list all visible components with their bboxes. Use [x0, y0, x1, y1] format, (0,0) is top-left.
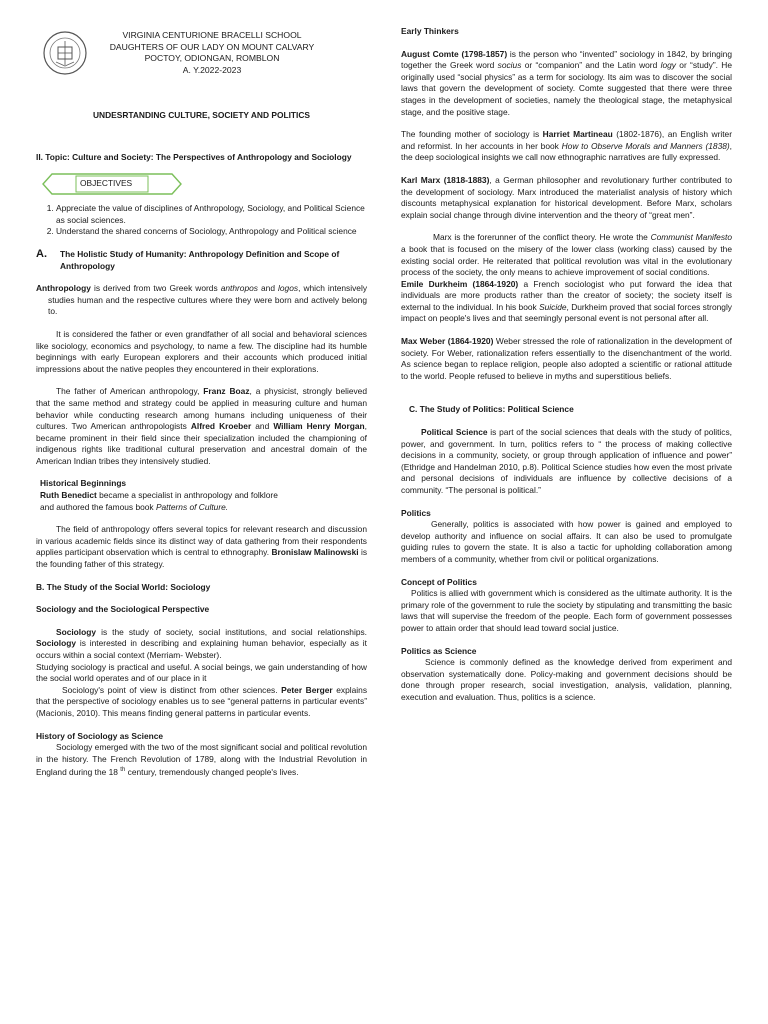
left-column	[36, 26, 367, 779]
sociology-paragraph-3: Sociology's point of view is distinct from other sciences. Peter Berger explains that the perspective of sociology enables us to see “general patterns in particular events” (Macionis, 2010). This means finding general patterns in particular events.	[36, 684, 368, 718]
comte-paragraph: August Comte (1798-1857) is the person who “invented” sociology in 1842, by bringing together the Greek word socius or “companion” and the Latin word logy or “study”. He originally used “social physics” as a term for sociology. Its aim was to discover the social laws that govern the development of society. Comte suggested that there were three stages in the development of societies, namely the theological stage, the metaphysical stage, and the positive stage.	[401, 48, 733, 117]
school-name: VIRGINIA CENTURIONE BRACELLI SCHOOL	[122, 30, 302, 40]
historical-beginnings-text: Ruth Benedict became a specialist in anthropology and folklore and authored the famous book Patterns of Culture.	[40, 490, 278, 512]
sociology-perspective-heading: Sociology and the Sociological Perspective	[36, 604, 210, 615]
historical-beginnings	[36, 478, 367, 513]
right-column	[401, 26, 732, 704]
school-header	[36, 26, 367, 84]
school-year: A. Y.2022-2023	[182, 64, 242, 75]
section-c-title: C. The Study of Politics: Political Science	[409, 404, 574, 415]
objectives-label: OBJECTIVES	[80, 178, 133, 189]
objectives-list	[36, 203, 367, 238]
section-b-title: B. The Study of the Social World: Sociology	[36, 581, 211, 592]
history-of-sociology-heading: History of Sociology as Science	[36, 730, 164, 741]
congregation-name: DAUGHTERS OF OUR LADY ON MOUNT CALVARY	[109, 41, 315, 52]
sociology-paragraph-2: Studying sociology is practical and useful. A social beings, we gain understanding of how the social world operates and of our place in it	[36, 661, 367, 684]
anthropology-definition: Anthropology is derived from two Greek words anthropos and logos, which intensively studies human and the respective cultures where they were born and actively belong to.	[36, 283, 368, 317]
early-thinkers-heading: Early Thinkers	[401, 26, 459, 36]
concept-of-politics-paragraph: Politics is allied with government which is considered as the ultimate authority. It is the primary role of the government to rule the society by stipulating and transmitting the basic laws that will supervise the freedom of the people. Each form of government possesses power to attain order that should lead toward social justice.	[401, 588, 732, 633]
politics-as-science-paragraph: Science is commonly defined as the knowledge derived from experiment and observation systematically done. Policy-making and government decisions should be done through proper research, social investigation, analysis, validation, planning, execution and evaluation. Thus, politics is a science.	[401, 657, 732, 702]
durkheim-paragraph: Emile Durkheim (1864-1920) a French sociologist who put forward the idea that individuals are more products rather than the creator of society; the society itself is external to the individual. In his book Suicide, Durkheim proved that social forces strongly impact on people's lives and that seemingly personal event is not personal after all.	[401, 278, 732, 324]
objectives-banner	[36, 173, 367, 203]
anthropology-paragraph-2: It is considered the father or even grandfather of all social and behavioral sciences like sociology, economics and psychology, to name a few. The discipline had its humble beginnings with early European explorers and their accounts which produced initial impressions about the native peoples they encountered in their explorations.	[36, 328, 367, 374]
objective-item: 2. Understand the shared concerns of Sociology, Anthropology and Political science	[56, 226, 367, 238]
section-a-letter: A.	[36, 247, 47, 260]
school-header-text	[82, 30, 342, 76]
section-a-title: The Holistic Study of Humanity: Anthropology Definition and Scope of Anthropology	[60, 248, 340, 271]
marx-conflict-paragraph: Marx is the forerunner of the conflict theory. He wrote the Communist Manifesto a book that is focused on the misery of the lower class (working class) caused by the existing social order. He reiterated that political revolution was vital in the evolutionary process of the society, the only means to achieve improvement of social conditions.	[401, 232, 732, 278]
concept-of-politics-heading: Concept of Politics	[401, 576, 477, 587]
politics-paragraph: Generally, politics is associated with how power is gained and employed to develop authority and influence on social affairs. It can also be used to promulgate guiding rules to govern the state. It is also a tactic for upholding collaboration among members of a community, whether from civil or political organizations.	[401, 519, 732, 564]
marx-paragraph: Karl Marx (1818-1883), a German philosopher and revolutionary further contributed to the development of sociology. Marx introduced the materialist analysis of history which discounts metaphysical explanation for historical development. Before Marx, scholars explain social change through divine intervention and the theory of “great men”.	[401, 174, 732, 220]
objective-item: 1. Appreciate the value of disciplines of Anthropology, Sociology, and Political Science as social sciences.	[56, 203, 367, 226]
document-title: UNDESRTANDING CULTURE, SOCIETY AND POLITICS	[93, 110, 310, 120]
anthropology-paragraph-4: The field of anthropology offers several topics for relevant research and discussion in various academic fields since its distinct way of data gathering from their respondents applies participant observation which is central to ethnography. Bronislaw Malinowski is the founding father of this strategy.	[36, 524, 368, 570]
sociology-definition: Sociology is the study of society, social institutions, and social relationships. Sociology is interested in describing and explaining human behavior, especially as it occurs within a social context (Merriam- Webster).	[36, 626, 367, 660]
weber-paragraph: Max Weber (1864-1920) Weber stressed the role of rationalization in the development of society. For Weber, rationalization refers essentially to the disenchantment of the world. As science began to replace religion, people also adopted a scientific or rational attitude to the world. People refused to believe in myths and superstitious beliefs.	[401, 336, 732, 381]
political-science-definition: Political Science is part of the social sciences that deals with the study of politics, power, and government. In turn, politics refers to “ the process of making collective decisions in a community, society, or group through application of influence and power” (Ethridge and Handelman 2010, p.8). Political Science studies how even the most private and personal decisions of individuals are influence by collective decisions of a community. “The personal is political.”	[401, 427, 732, 495]
section-a-heading	[36, 249, 367, 272]
topic-heading: II. Topic: Culture and Society: The Perspectives of Anthropology and Sociology	[36, 151, 352, 162]
politics-as-science-heading: Politics as Science	[401, 645, 477, 656]
anthropology-paragraph-3: The father of American anthropology, Franz Boaz, a physicist, strongly believed that the same method and strategy could be applied in measuring culture and human behavior while conducting research among humans including uniqueness of their cultures. Two American anthropologists Alfred Kroeber and William Henry Morgan, became prominent in their field since their specialization included the championing of indigenous rights like traditional cultural preservation and ancestral domain of the American Indian tribes they intensively studied.	[36, 386, 367, 466]
history-of-sociology-paragraph: Sociology emerged with the two of the most significant social and political revolution in the history. The French Revolution of 1789, along with the Industrial Revolution in England during the 18 $^{th}$ century, tremendously changed people's lives.	[36, 742, 367, 778]
politics-heading: Politics	[401, 507, 431, 518]
historical-beginnings-title: Historical Beginnings	[40, 478, 127, 489]
school-address: POCTOY, ODIONGAN, ROMBLON	[144, 53, 280, 64]
martineau-paragraph: The founding mother of sociology is Harriet Martineau (1802-1876), an English writer and reformist. In her accounts in her book How to Observe Morals and Manners (1838), the deep sociological insights we call now ethnographic narratives are fully expressed.	[401, 129, 732, 163]
